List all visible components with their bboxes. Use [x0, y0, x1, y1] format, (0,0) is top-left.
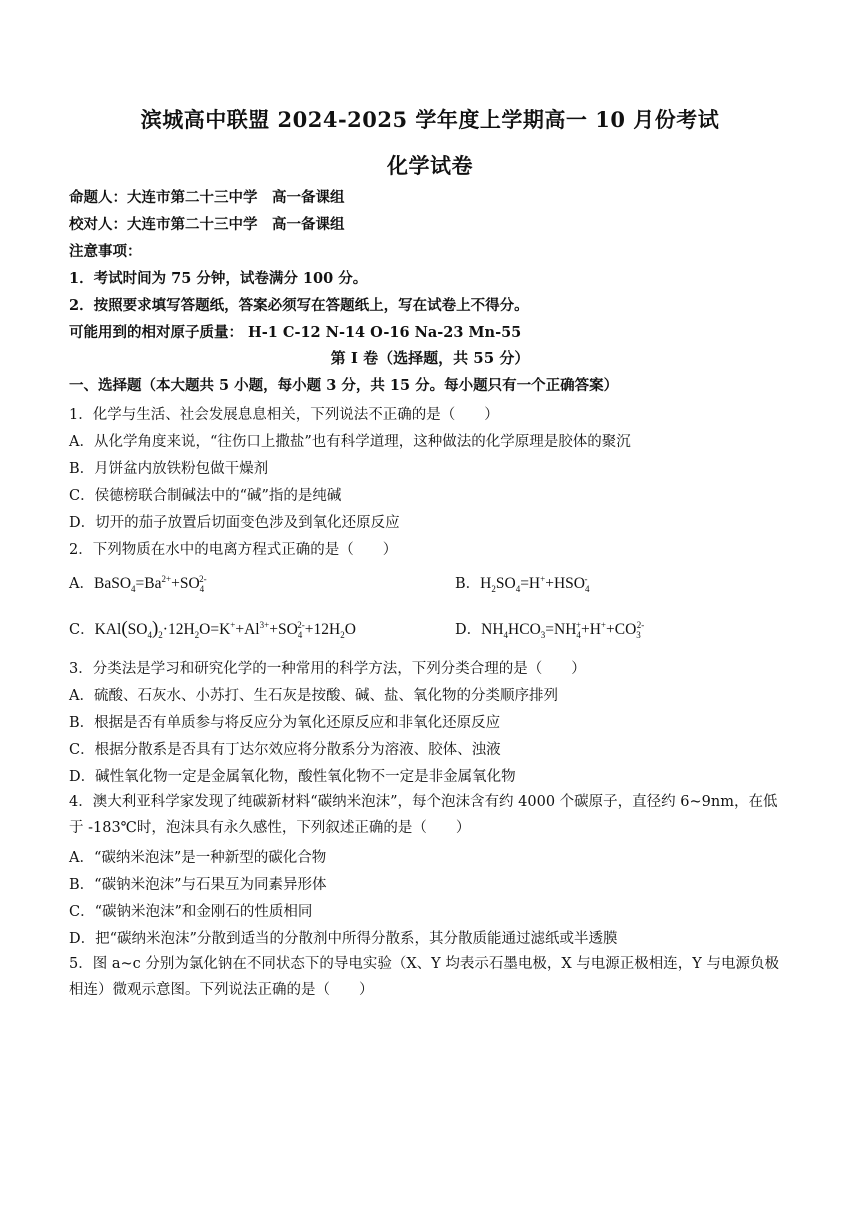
q1-stem: 1．化学与生活、社会发展息息相关，下列说法不正确的是（ ）: [69, 407, 499, 423]
q2-c-formula: $KAl(SO_4)_2\cdot 12H_2O=K^++Al^{3+}+SO_4^{2-}+12H_2O$: [94, 618, 356, 641]
q3-option-b: B．根据是否有单质参与将反应分为氧化还原反应和非氧化还原反应: [69, 715, 501, 731]
atomic-masses: 可能用到的相对原子质量： H-1 C-12 N-14 O-16 Na-23 Mn-55: [69, 324, 522, 341]
q4-option-b: B．“碳钠米泡沫”与石果互为同素异形体: [69, 877, 327, 893]
q5-stem: 5．图 a~c 分别为氯化钠在不同状态下的导电实验（X、Y 均表示石墨电极，X 与电源正极相连，Y 与电源负极相连）微观示意图。下列说法正确的是（ ）: [69, 956, 779, 998]
q2-d-formula: $NH_4HCO_3=NH_4^++H^++CO_3^{2-}$: [481, 619, 645, 641]
exam-title: 滨城高中联盟 2024-2025 学年度上学期高一 10 月份考试: [140, 107, 720, 132]
note-2: 2．按照要求填写答题纸，答案必须写在答题纸上，写在试卷上不得分。: [69, 297, 529, 314]
part1-heading: 第 I 卷（选择题，共 55 分）: [330, 349, 530, 367]
note-1: 1．考试时间为 75 分钟，试卷满分 100 分。: [69, 270, 368, 287]
section1-heading: 一、选择题（本大题共 5 小题，每小题 3 分，共 15 分。每小题只有一个正确答案）: [69, 377, 619, 394]
q1-option-d: D．切开的茄子放置后切面变色涉及到氧化还原反应: [69, 515, 400, 531]
q4-stem: 4．澳大利亚科学家发现了纯碳新材料“碳纳米泡沫”，每个泡沫含有约 4000 个碳原子，直径约 6~9nm，在低于 -183℃时，泡沫具有永久感性，下列叙述正确的是（ ）: [69, 794, 778, 836]
q2-option-b: B．$H_2SO_4=H^++HSO_4^-$: [455, 573, 590, 595]
proofreader-line: 校对人：大连市第二十三中学 高一备课组: [69, 216, 345, 233]
q3-stem: 3．分类法是学习和研究化学的一种常用的科学方法，下列分类合理的是（ ）: [69, 661, 586, 677]
q3-option-d: D．碱性氧化物一定是金属氧化物，酸性氧化物不一定是非金属氧化物: [69, 769, 516, 785]
q2-a-formula: $BaSO_4=Ba^{2+}+SO_4^{2-}$: [93, 573, 207, 595]
q2-b-formula: $H_2SO_4=H^++HSO_4^-$: [480, 573, 590, 595]
q1-option-a: A．从化学角度来说，“往伤口上撒盐”也有科学道理，这种做法的化学原理是胶体的聚沉: [69, 434, 631, 450]
q4-option-d: D．把“碳纳米泡沫”分散到适当的分散剂中所得分散系，其分散质能通过滤纸或半透膜: [69, 931, 618, 947]
q1-option-b: B．月饼盆内放铁粉包做干燥剂: [69, 461, 269, 477]
q2-option-c: C．$KAl(SO_4)_2\cdot 12H_2O=K^++Al^{3+}+SO_4^{2-}+12H_2O$: [69, 618, 356, 641]
q4-option-c: C．“碳钠米泡沫”和金刚石的性质相同: [69, 904, 313, 920]
exam-subtitle: 化学试卷: [387, 153, 473, 178]
q3-option-c: C．根据分散系是否具有丁达尔效应将分散系分为溶液、胶体、浊液: [69, 742, 501, 758]
q2-option-a: A．$BaSO_4=Ba^{2+}+SO_4^{2-}$: [69, 573, 207, 595]
q2-option-d: D．$NH_4HCO_3=NH_4^++H^++CO_3^{2-}$: [455, 619, 645, 641]
author-line: 命题人：大连市第二十三中学 高一备课组: [69, 189, 345, 206]
q3-option-a: A．硫酸、石灰水、小苏打、生石灰是按酸、碱、盐、氧化物的分类顺序排列: [69, 688, 558, 704]
q2-stem: 2．下列物质在水中的电离方程式正确的是（ ）: [69, 542, 398, 558]
q4-option-a: A．“碳纳米泡沫”是一种新型的碳化合物: [69, 850, 327, 866]
q1-option-c: C．侯德榜联合制碱法中的“碱”指的是纯碱: [69, 488, 342, 504]
notes-title: 注意事项：: [69, 243, 142, 260]
